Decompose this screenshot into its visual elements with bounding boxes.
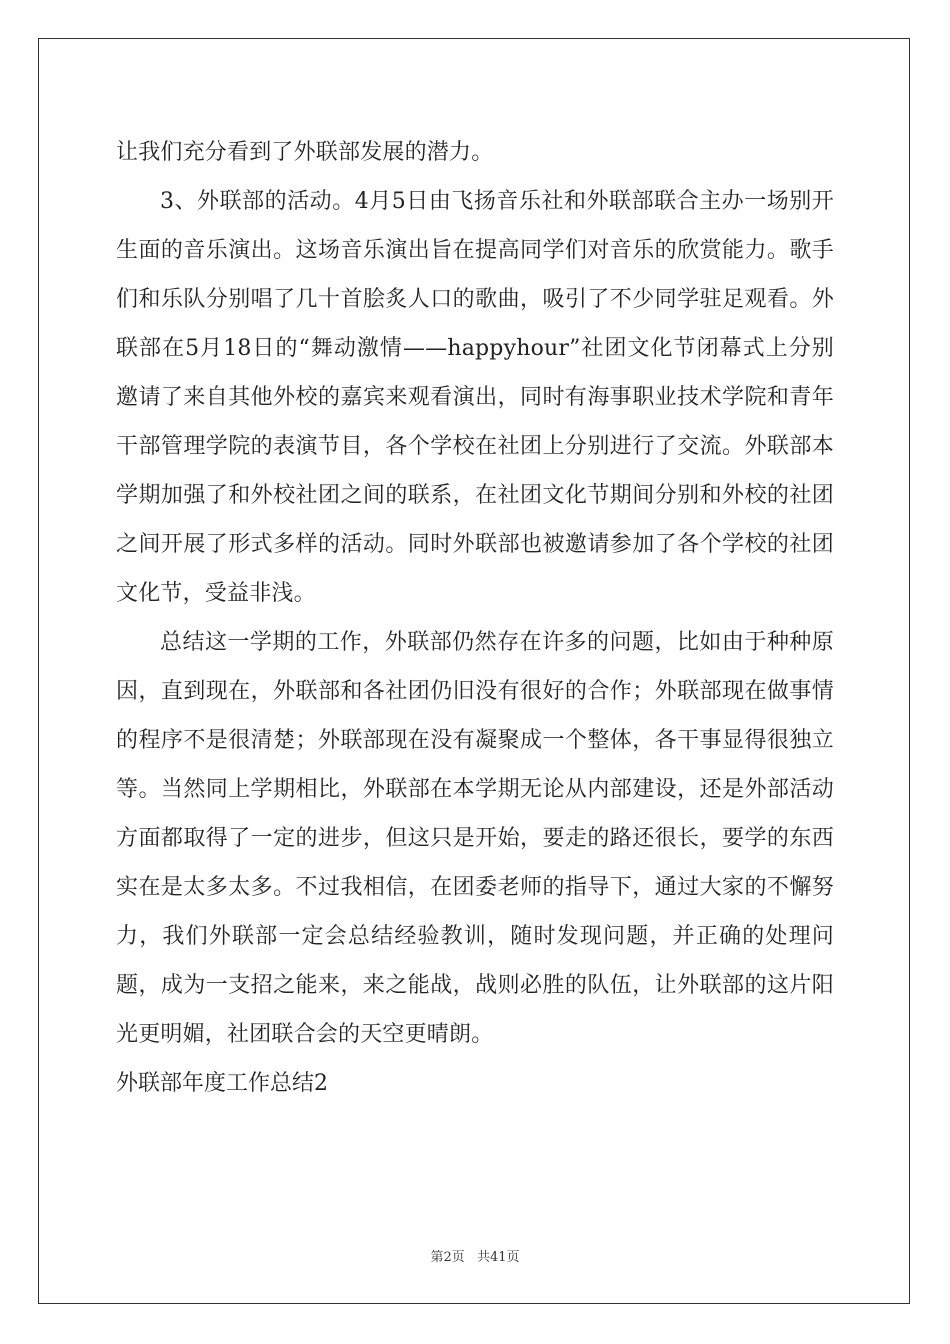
paragraph-continuation: 让我们充分看到了外联部发展的潜力。	[116, 140, 494, 165]
document-body	[116, 128, 834, 1108]
page-footer	[0, 1246, 950, 1265]
section-title: 外联部年度工作总结2	[116, 1071, 328, 1096]
paragraph-activities: 3、外联部的活动。4月5日由飞扬音乐社和外联部联合主办一场别开生面的音乐演出。这场音乐演出旨在提高同学们对音乐的欣赏能力。歌手们和乐队分别唱了几十首脍炙人口的歌曲，吸引了不少同学驻足观看。外联部在5月18日的“舞动激情——happyhour”社团文化节闭幕式上分别邀请了来自其他外校的嘉宾来观看演出，同时有海事职业技术学院和青年干部管理学院的表演节目，各个学校在社团上分别进行了交流。外联部本学期加强了和外校社团之间的联系，在社团文化节期间分别和外校的社团之间开展了形式多样的活动。同时外联部也被邀请参加了各个学校的社团文化节，受益非浅。	[116, 189, 834, 606]
paragraph-summary: 总结这一学期的工作，外联部仍然存在许多的问题，比如由于种种原因，直到现在，外联部和各社团仍旧没有很好的合作；外联部现在做事情的程序不是很清楚；外联部现在没有凝聚成一个整体，各干事显得很独立等。当然同上学期相比，外联部在本学期无论从内部建设，还是外部活动方面都取得了一定的进步，但这只是开始，要走的路还很长，要学的东西实在是太多太多。不过我相信，在团委老师的指导下，通过大家的不懈努力，我们外联部一定会总结经验教训，随时发现问题，并正确的处理问题，成为一支招之能来，来之能战，战则必胜的队伍，让外联部的这片阳光更明媚，社团联合会的天空更晴朗。	[116, 630, 834, 1047]
page-total: 共41页	[476, 1250, 520, 1265]
page-number: 第2页	[430, 1250, 465, 1265]
